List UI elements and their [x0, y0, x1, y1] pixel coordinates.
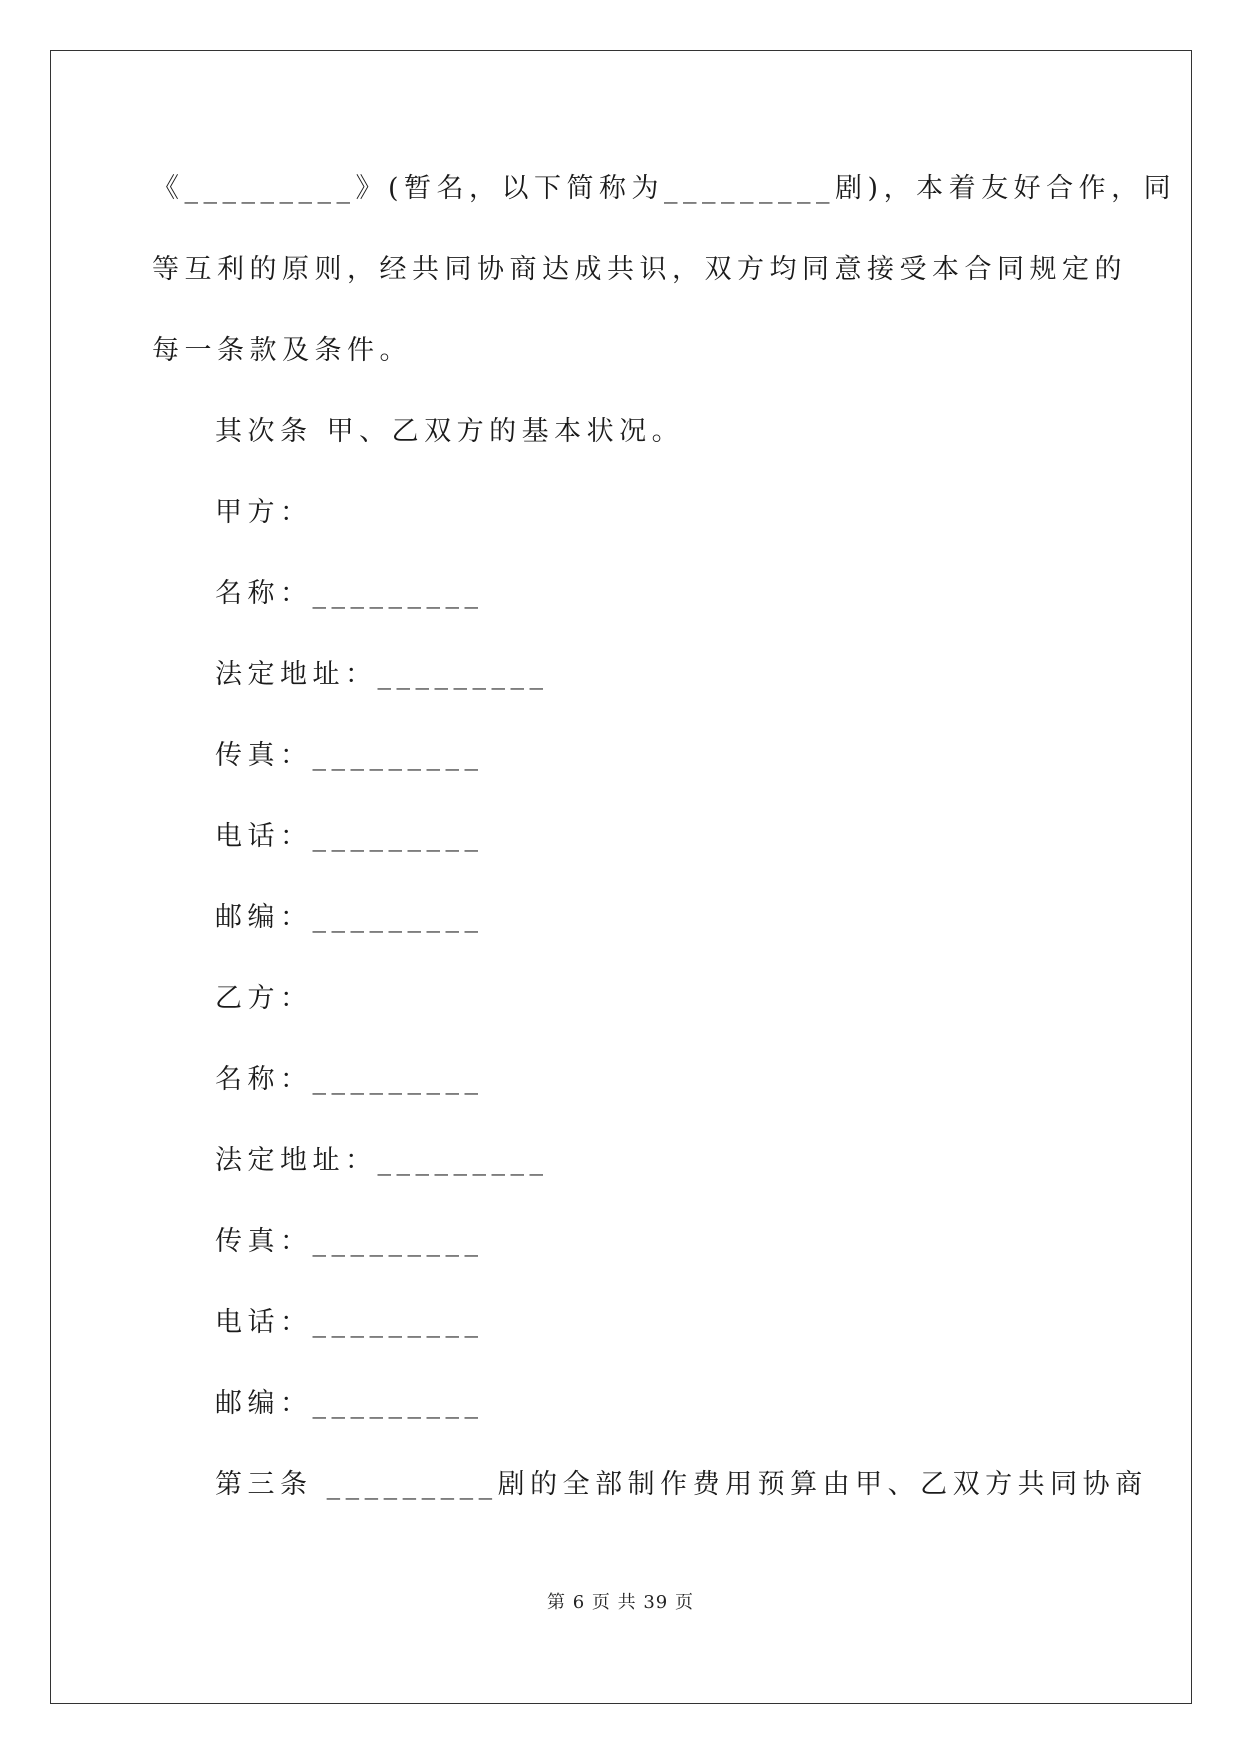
- party-a-phone: 电话：_________: [215, 821, 484, 852]
- article3-line: 第三条 _________剧的全部制作费用预算由甲、乙双方共同协商: [215, 1469, 1148, 1500]
- page-border: [50, 50, 1192, 1704]
- party-a-name: 名称：_________: [215, 578, 484, 609]
- article2-title: 其次条 甲、乙双方的基本状况。: [215, 416, 685, 447]
- party-b-label: 乙方：: [215, 983, 313, 1014]
- intro-line-1: 《_________》(暂名，以下简称为_________剧)，本着友好合作，同: [152, 173, 1177, 204]
- party-a-fax: 传真：_________: [215, 740, 484, 771]
- party-b-name: 名称：_________: [215, 1064, 484, 1095]
- party-b-postcode: 邮编：_________: [215, 1388, 484, 1419]
- party-a-postcode: 邮编：_________: [215, 902, 484, 933]
- party-b-address: 法定地址：_________: [215, 1145, 549, 1176]
- party-a-label: 甲方：: [215, 497, 313, 528]
- intro-line-3: 每一条款及条件。: [152, 335, 412, 366]
- page-number-footer: 第 6 页 共 39 页: [547, 1592, 694, 1613]
- party-a-address: 法定地址：_________: [215, 659, 549, 690]
- party-b-fax: 传真：_________: [215, 1226, 484, 1257]
- intro-line-2: 等互利的原则，经共同协商达成共识，双方均同意接受本合同规定的: [152, 254, 1127, 285]
- party-b-phone: 电话：_________: [215, 1307, 484, 1338]
